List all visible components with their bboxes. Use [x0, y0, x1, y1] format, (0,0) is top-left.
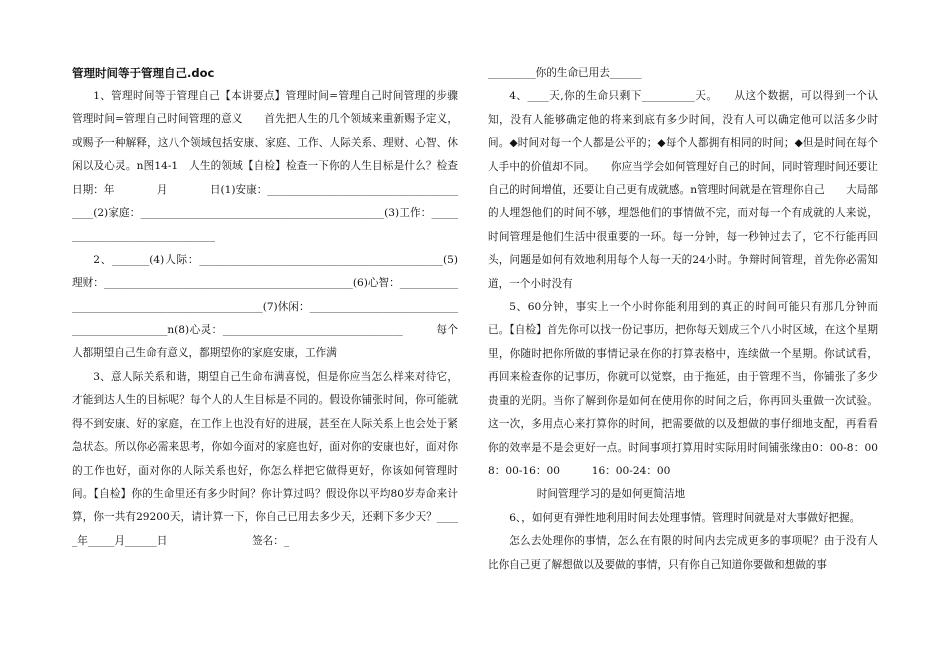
paragraph-5: 5、60分钟，事实上一个小时你能利用到的真正的时间可能只有那几分钟而已。【自检】首先你可以找一份记事历，把你每天划成三个八小时区域，在这个星期里，你随时把你所做的事情记录在你的打算表格中，连续做一个星期。你试试看，再回来检查你的记事历，你就可以觉察，由于拖延，由于管理不当，你铺张了多少贵重的光阴。当你了解到你是如何在使用你的时间之后，你再回头重做一次试验。这一次，多用点心来打算你的时间，把需要做的以及想做的事仔细地支配，再看看你的效率是不是会更好一点。时间事项打算用时实际用时间铺张缘由0：00-8：00 8：00-16：00 16：00-24：00	[488, 301, 910, 477]
document-title: 管理时间等于管理自己.doc	[72, 66, 215, 80]
left-column	[72, 62, 458, 553]
paragraph-3: 3、意人际关系和谐，期望自己生命布满喜悦，但是你应当怎么样来对待它，才能到达人生的目标呢？每个人的人生目标是不同的。假设你铺张时间，你可能就得不到安康、好的家庭，在工作上也没有好的进展，甚至在人际关系上也会处于紧急状态。所以你必需来思考，你如今面对的家庭也好，面对你的安康也好，面对你的工作也好，面对你的人际关系也好，你怎么样把它做得更好，你该如何管理时间。【自检】你的生命里还有多少时间？你计算过吗？假设你以平均80岁寿命来计算，你一共有29200天，请计算一下，你自己已用去多少天，还剩下多少天？_____年_____月______日 签名：_	[72, 370, 458, 547]
paragraph-continuation: _________你的生命已用去______	[488, 67, 642, 79]
right-column	[488, 62, 910, 577]
paragraph-4: 4、____天,你的生命只剩下__________天。 从这个数据，可以得到一个认知，没有人能够确定他的将来到底有多少时间，没有人可以确定他可以活多少时间。◆时间对每一个人都是公平的；◆每个人都拥有相同的时间；◆但是时间在每个人手中的价值却不同。 你应当学会如何管理好自己的时间，同时管理时间还要让自己的时间增值，还要让自己更有成就感。n管理时间就是在管理你自己 大局部的人埋怨他们的时间不够，埋怨他们的事情做不完，而对每一个有成就的人来说，时间管理是他们生活中很重要的一环。每一分钟，每一秒钟过去了，它不行能再回头，问题是如何有效地利用每个人每一天的24小时。争辩时间管理，首先你必需知道，一个小时没有	[488, 90, 878, 290]
paragraph-7: 怎么去处理你的事情，怎么在有限的时间内去完成更多的事项呢？由于没有人比你自己更了解想做以及要做的事情，只有你自己知道你要做和想做的事	[488, 535, 878, 571]
paragraph-6: 6、，如何更有弹性地利用时间去处理事情。管理时间就是对大事做好把握。	[509, 511, 861, 524]
paragraph-2: 2、_______(4)人际：______________________________________________(5)理财：_______________________________________________(6)心智：_______________________________________________(7)休闲：______________________________________________n(8)心灵：__________________________________ 每个人都期望自己生命有意义，都期望你的家庭安康，工作满	[72, 253, 458, 360]
paragraph-1: 1、管理时间等于管理自己【本讲要点】管理时间=管理自己时间管理的步骤管理时间=管理自己时间管理的意义 首先把人生的几个领域来重新赐予定义，或赐予一种解释，这八个领域包括安康、家庭、工作、人际关系、理财、心智、休闲以及心灵。n图14-1 人生的领域【自检】检查一下你的人生目标是什么？检查日期：年 月 日(1)安康：________________________________________(2)家庭：______________________________________________(3)工作：________________________________	[72, 90, 458, 243]
paragraph-line-time-management: 时间管理学习的是如何更简洁地	[536, 488, 686, 501]
